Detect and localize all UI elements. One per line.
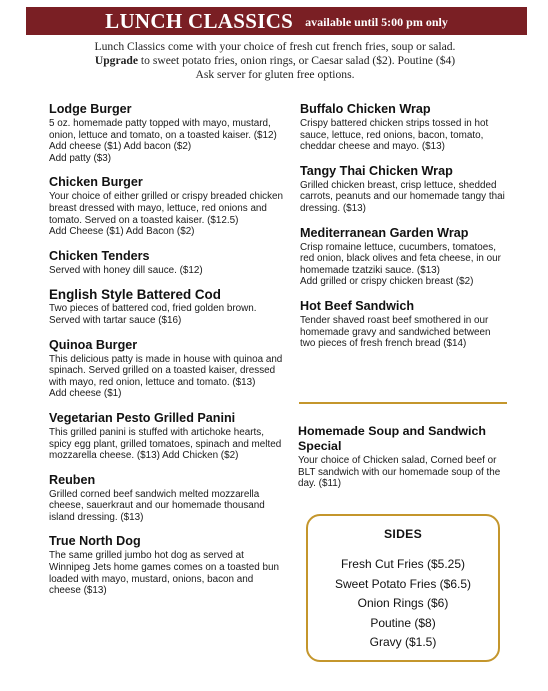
menu-item-description: Your choice of Chicken salad, Corned beef or BLT sandwich with our homemade soup of the day. ($11) xyxy=(298,455,501,490)
side-item: Fresh Cut Fries ($5.25) xyxy=(340,557,466,571)
upgrade-label: Upgrade xyxy=(94,54,138,67)
menu-item-description: Add grilled or crispy chicken breast ($2) xyxy=(300,276,474,288)
intro-text xyxy=(40,40,510,82)
menu-item-description: Add cheese ($1) xyxy=(49,388,122,400)
menu-item-description: This grilled panini is stuffed with artichoke hearts, spicy egg plant, grilled tomatoes, spinach and melted mozzarella cheese. ($13) Add Chicken ($2) xyxy=(49,426,282,462)
menu-item xyxy=(300,299,508,350)
sides-box xyxy=(306,514,500,662)
menu-item-name: Reuben xyxy=(49,472,96,487)
menu-item xyxy=(49,175,285,237)
side-item: Poutine ($8) xyxy=(370,615,436,630)
menu-item xyxy=(49,411,285,462)
menu-item-name: Chicken Burger xyxy=(49,175,143,190)
left-menu-column xyxy=(49,102,285,608)
menu-item-name: Chicken Tenders xyxy=(49,248,150,263)
menu-item-description: Your choice of either grilled or crispy breaded chicken breast dressed with mayo, lettuce, red onions and tomato. Served on a toasted kaiser. ($12.5) xyxy=(49,191,284,226)
intro-line-3: Ask server for gluten free options. xyxy=(195,68,355,81)
menu-item-name: English Style Battered Cod xyxy=(49,287,221,303)
menu-item xyxy=(49,534,285,596)
side-item: Gravy ($1.5) xyxy=(369,635,437,649)
menu-item-description: Tender shaved roast beef smothered in our homemade gravy and sandwiched between two pieces of fresh french bread ($14) xyxy=(300,314,491,350)
header-banner xyxy=(26,7,527,35)
menu-item-description: Grilled corned beef sandwich melted mozzarella cheese, sauerkraut and our homemade thousand island dressing. ($13) xyxy=(49,488,265,523)
menu-item-name: Lodge Burger xyxy=(49,102,132,116)
menu-item-description: Grilled chicken breast, crisp lettuce, shedded carrots, peanuts and our homemade tangy thai dressing. ($13) xyxy=(300,179,505,214)
right-menu-column xyxy=(300,102,508,361)
availability-note: available until 5:00 pm only xyxy=(305,15,448,29)
menu-item xyxy=(49,287,285,326)
menu-item-description: This delicious patty is made in house with quinoa and spinach. Served grilled on a toasted kaiser, dressed with mayo, red onion, lettuce and tomato. ($13) xyxy=(49,353,283,388)
menu-item xyxy=(49,249,285,277)
menu-item-description: Crisp romaine lettuce, cucumbers, tomatoes, red onion, black olives and feta cheese, in our homemade tzatziki sauce. ($13) xyxy=(300,241,501,276)
menu-item-description: Add cheese ($1) Add bacon ($2) xyxy=(49,141,192,153)
menu-item-description: Two pieces of battered cod, fried golden brown. Served with tartar sauce ($16) xyxy=(49,303,257,326)
side-item: Onion Rings ($6) xyxy=(357,596,449,610)
menu-item-description: Add Cheese ($1) Add Bacon ($2) xyxy=(49,226,195,238)
sides-title: SIDES xyxy=(383,527,423,541)
menu-item xyxy=(300,226,508,288)
menu-item-description: Served with honey dill sauce. ($12) xyxy=(49,264,203,276)
menu-item xyxy=(49,102,285,164)
menu-item xyxy=(300,102,508,153)
menu-item-name: Tangy Thai Chicken Wrap xyxy=(300,163,453,178)
soup-sandwich-special xyxy=(298,424,510,490)
menu-item-name: True North Dog xyxy=(49,534,141,549)
menu-item-description: Add patty ($3) xyxy=(49,152,112,164)
intro-line-1: Lunch Classics come with your choice of fresh cut french fries, soup or salad. xyxy=(94,40,456,53)
upgrade-text: to sweet potato fries, onion rings, or Caesar salad ($2). Poutine ($4) xyxy=(138,54,456,67)
page-title: LUNCH CLASSICS xyxy=(105,8,294,33)
menu-item-description: 5 oz. homemade patty topped with mayo, mustard, onion, lettuce and tomato, on a toasted kaiser. ($12) xyxy=(49,118,277,141)
menu-item xyxy=(49,473,285,524)
menu-item-name: Quinoa Burger xyxy=(49,337,138,352)
section-divider xyxy=(299,402,507,404)
menu-item-name: Buffalo Chicken Wrap xyxy=(300,102,431,116)
menu-item-name: Mediterranean Garden Wrap xyxy=(300,225,469,240)
menu-item xyxy=(49,338,285,400)
intro-line-2 xyxy=(40,54,510,68)
menu-item-name: Homemade Soup and Sandwich Special xyxy=(298,424,486,453)
menu-item-description: Crispy battered chicken strips tossed in hot sauce, lettuce, red onions, bacon, tomato, cheddar cheese and mayo. ($13) xyxy=(300,118,489,153)
menu-item xyxy=(300,164,508,215)
side-item: Sweet Potato Fries ($6.5) xyxy=(334,576,472,591)
menu-item-description: The same grilled jumbo hot dog as served at Winnipeg Jets home games comes on a toasted bun loaded with mayo, mustard, onions, bacon and cheese ($13) xyxy=(49,550,279,597)
menu-item-name: Hot Beef Sandwich xyxy=(300,298,415,313)
sides-list xyxy=(308,555,498,653)
menu-item-name: Vegetarian Pesto Grilled Panini xyxy=(49,410,236,425)
